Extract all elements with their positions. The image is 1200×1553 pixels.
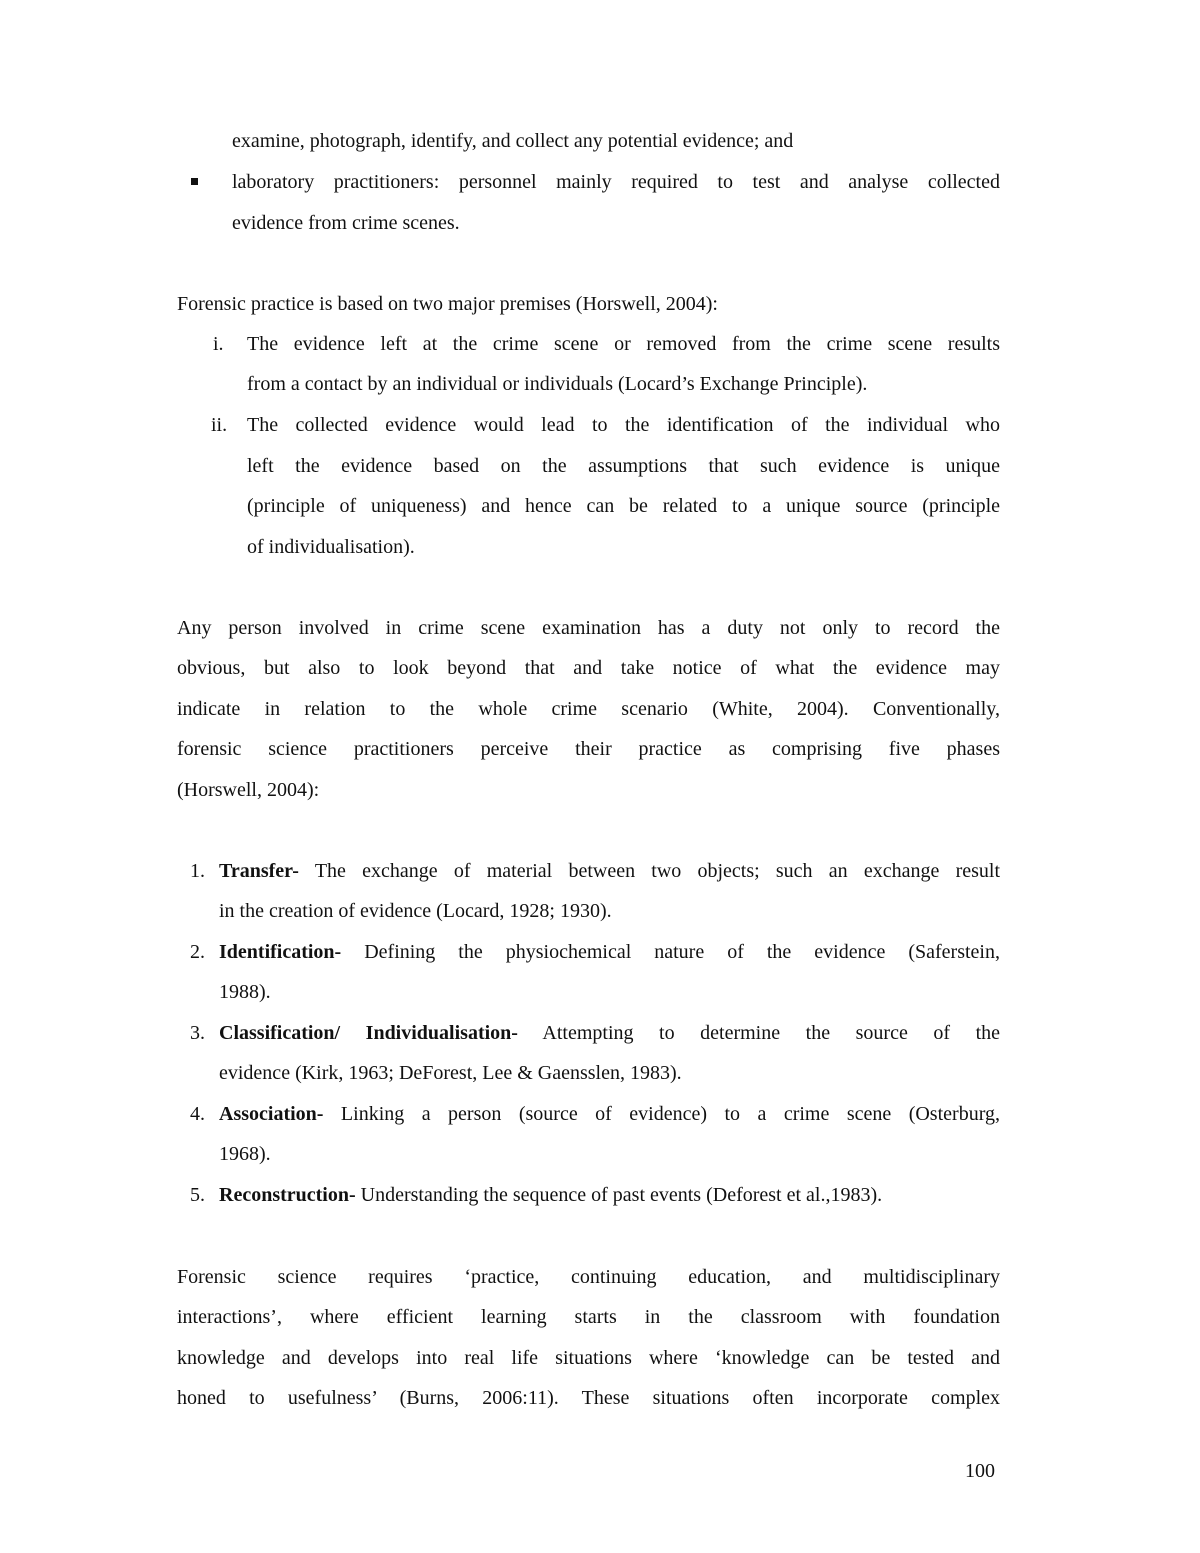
paragraph-line: indicate in relation to the whole crime scenario (White, 2004). Conventionally, (177, 698, 1000, 720)
bullet-item-line: evidence from crime scenes. (232, 212, 460, 234)
phase-line: evidence (Kirk, 1963; DeForest, Lee & Gaensslen, 1983). (219, 1062, 682, 1084)
paragraph-line: knowledge and develops into real life situations where ‘knowledge can be tested and (177, 1347, 1000, 1369)
phase-text: The exchange of material between two objects; such an exchange result (298, 860, 1000, 882)
number-marker: 5. (190, 1184, 205, 1206)
bullet-item-continuation: examine, photograph, identify, and collect any potential evidence; and (232, 130, 794, 152)
phase-line (219, 1023, 1000, 1043)
phase-term: Transfer- (219, 860, 299, 882)
phase-text: Linking a person (source of evidence) to a crime scene (Osterburg, (323, 1103, 1000, 1125)
premises-intro: Forensic practice is based on two major premises (Horswell, 2004): (177, 293, 718, 315)
phase-text: Attempting to determine the source of the (517, 1022, 1000, 1044)
paragraph-line: honed to usefulness’ (Burns, 2006:11). These situations often incorporate complex (177, 1387, 1000, 1409)
bullet-item-line: laboratory practitioners: personnel mainly required to test and analyse collected (232, 171, 1000, 193)
phase-line (219, 1185, 882, 1205)
phase-line: 1988). (219, 981, 271, 1003)
phase-term: Association- (219, 1103, 324, 1125)
roman-marker: ii. (211, 414, 228, 436)
number-marker: 1. (190, 860, 205, 882)
premise-line: (principle of uniqueness) and hence can be related to a unique source (principle (247, 495, 1000, 517)
roman-marker: i. (213, 333, 224, 355)
bullet-marker (191, 178, 198, 185)
paragraph-line: forensic science practitioners perceive their practice as comprising five phases (177, 738, 1000, 760)
premise-line: from a contact by an individual or individuals (Locard’s Exchange Principle). (247, 373, 868, 395)
premise-line: The collected evidence would lead to the identification of the individual who (247, 414, 1000, 436)
paragraph-line: interactions’, where efficient learning starts in the classroom with foundation (177, 1306, 1000, 1328)
number-marker: 3. (190, 1022, 205, 1044)
phase-term: Classification/ Individualisation- (219, 1022, 518, 1044)
page-number: 100 (965, 1460, 995, 1482)
paragraph-line: Forensic science requires ‘practice, continuing education, and multidisciplinary (177, 1266, 1000, 1288)
premise-line: of individualisation). (247, 536, 415, 558)
phase-term: Reconstruction- (219, 1184, 356, 1206)
phase-line (219, 1104, 1000, 1124)
premise-line: left the evidence based on the assumptions that such evidence is unique (247, 455, 1000, 477)
paragraph-line: Any person involved in crime scene examination has a duty not only to record the (177, 617, 1000, 639)
phase-line (219, 942, 1000, 962)
phase-term: Identification- (219, 941, 342, 963)
phase-text: Defining the physiochemical nature of the evidence (Saferstein, (341, 941, 1000, 963)
phase-line: 1968). (219, 1143, 271, 1165)
premise-line: The evidence left at the crime scene or removed from the crime scene results (247, 333, 1000, 355)
number-marker: 2. (190, 941, 205, 963)
paragraph-line: (Horswell, 2004): (177, 779, 320, 801)
phase-text: Understanding the sequence of past events (Deforest et al.,1983). (355, 1184, 883, 1206)
phase-line (219, 861, 1000, 881)
phase-line: in the creation of evidence (Locard, 1928; 1930). (219, 900, 612, 922)
number-marker: 4. (190, 1103, 205, 1125)
paragraph-line: obvious, but also to look beyond that and take notice of what the evidence may (177, 657, 1000, 679)
